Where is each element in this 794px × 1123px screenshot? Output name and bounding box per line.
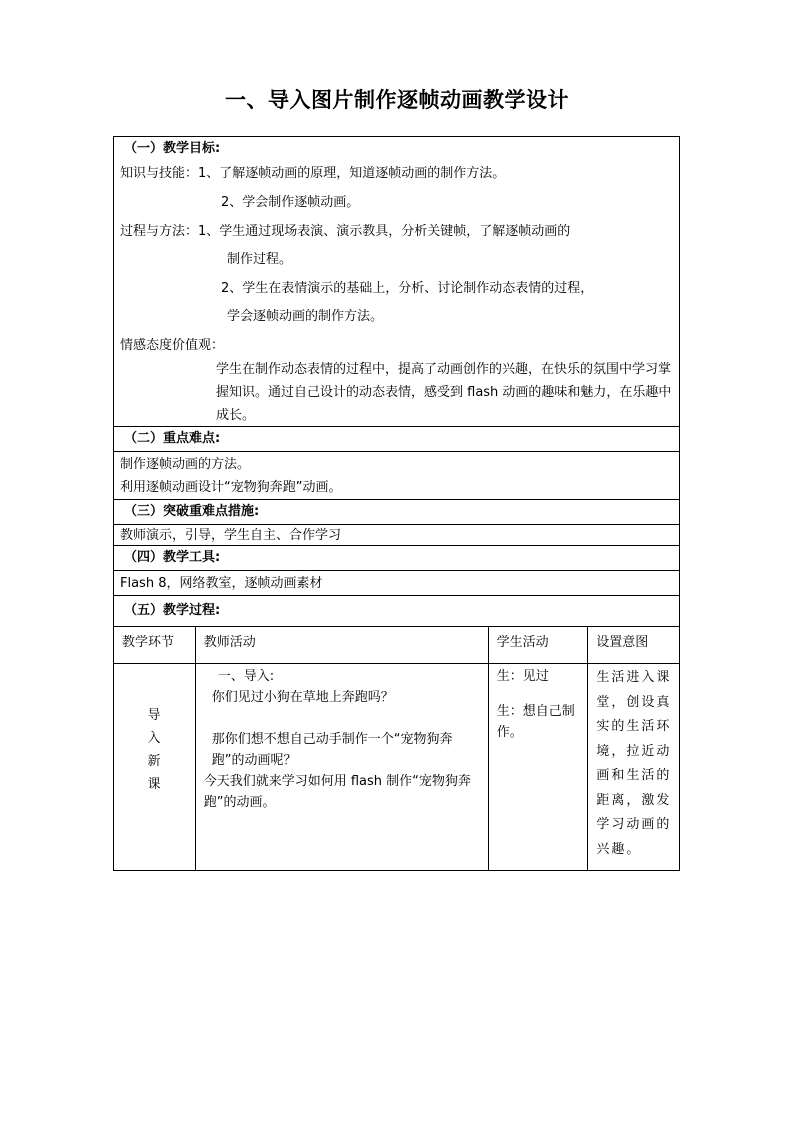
page-title: 一、导入图片制作逐帧动画教学设计 [225, 88, 569, 112]
teacher-line: 今天我们就来学习如何用 flash 制作“宠物狗奔跑”的动画。 [203, 774, 471, 810]
stage-char: 课 [147, 777, 161, 792]
process-table [114, 626, 679, 870]
goal-process-2b: 学会逐帧动画的制作方法。 [227, 309, 384, 324]
section-measures [114, 500, 679, 546]
student-line: 生：想自己制作。 [496, 704, 575, 740]
goal-process-1: 过程与方法：1、学生通过现场表演、演示教具，分析关键帧，了解逐帧动画的 [120, 224, 571, 239]
section-tools-heading: （四）教学工具: [114, 546, 679, 571]
student-line: 生：见过 [496, 669, 549, 684]
stage-label [114, 704, 194, 796]
col-header-intent: 设置意图 [596, 635, 649, 650]
section-goals-heading: （一）教学目标: [124, 141, 221, 156]
stage-char: 入 [147, 731, 161, 746]
col-header-stage: 教学环节 [114, 627, 196, 663]
goal-emotion-label: 情感态度价值观： [120, 338, 225, 353]
measures-text: 教师演示，引导，学生自主、合作学习 [120, 528, 342, 543]
col-header-teacher: 教师活动 [196, 627, 489, 663]
cell-student [489, 664, 589, 870]
col-header-student: 学生活动 [489, 627, 589, 663]
stage-char: 导 [147, 708, 161, 723]
student-activity [489, 664, 588, 743]
lesson-plan-table [113, 136, 680, 871]
key-point-2: 利用逐帧动画设计“宠物狗奔跑”动画。 [120, 480, 342, 495]
cell-intent [588, 664, 679, 870]
teacher-line: 你们见过小狗在草地上奔跑吗？ [211, 690, 394, 705]
teacher-line: 那你们想不想自己动手制作一个“宠物狗奔跑”的动画呢？ [211, 732, 453, 768]
table-row [114, 664, 679, 870]
section-key-points-heading: （二）重点难点: [114, 427, 679, 452]
goal-knowledge-2: 2、学会制作逐帧动画。 [221, 195, 360, 210]
section-measures-heading: （三）突破重难点措施: [114, 500, 679, 525]
key-point-1: 制作逐帧动画的方法。 [120, 457, 251, 472]
process-header-row [114, 627, 679, 664]
cell-teacher [196, 664, 489, 870]
goal-process-1b: 制作过程。 [227, 252, 293, 267]
section-tools [114, 546, 679, 596]
teacher-activity [196, 664, 488, 813]
goal-process-2: 2、学生在表情演示的基础上，分析、讨论制作动态表情的过程， [221, 281, 594, 296]
intent-text: 生活进入课堂，创设真实的生活环境，拉近动画和生活的距离，激发学习动画的兴趣。 [596, 670, 672, 857]
stage-char: 新 [147, 754, 161, 769]
goal-knowledge-1: 知识与技能：1、了解逐帧动画的原理，知道逐帧动画的制作方法。 [120, 166, 506, 181]
teacher-line: 一、导入: [217, 669, 275, 684]
section-key-points [114, 427, 679, 500]
section-process [114, 596, 679, 870]
section-goals [114, 137, 679, 427]
teacher-line [204, 708, 482, 729]
tools-text: Flash 8，网络教室，逐帧动画素材 [120, 576, 323, 591]
cell-stage [114, 664, 196, 870]
section-process-heading: （五）教学过程: [124, 603, 221, 618]
goal-emotion-text: 学生在制作动态表情的过程中，提高了动画创作的兴趣，在快乐的氛围中学习掌握知识。通过自己设计的动态表情，感受到 flash 动画的趣味和魅力，在乐趣中成长。 [216, 362, 672, 423]
